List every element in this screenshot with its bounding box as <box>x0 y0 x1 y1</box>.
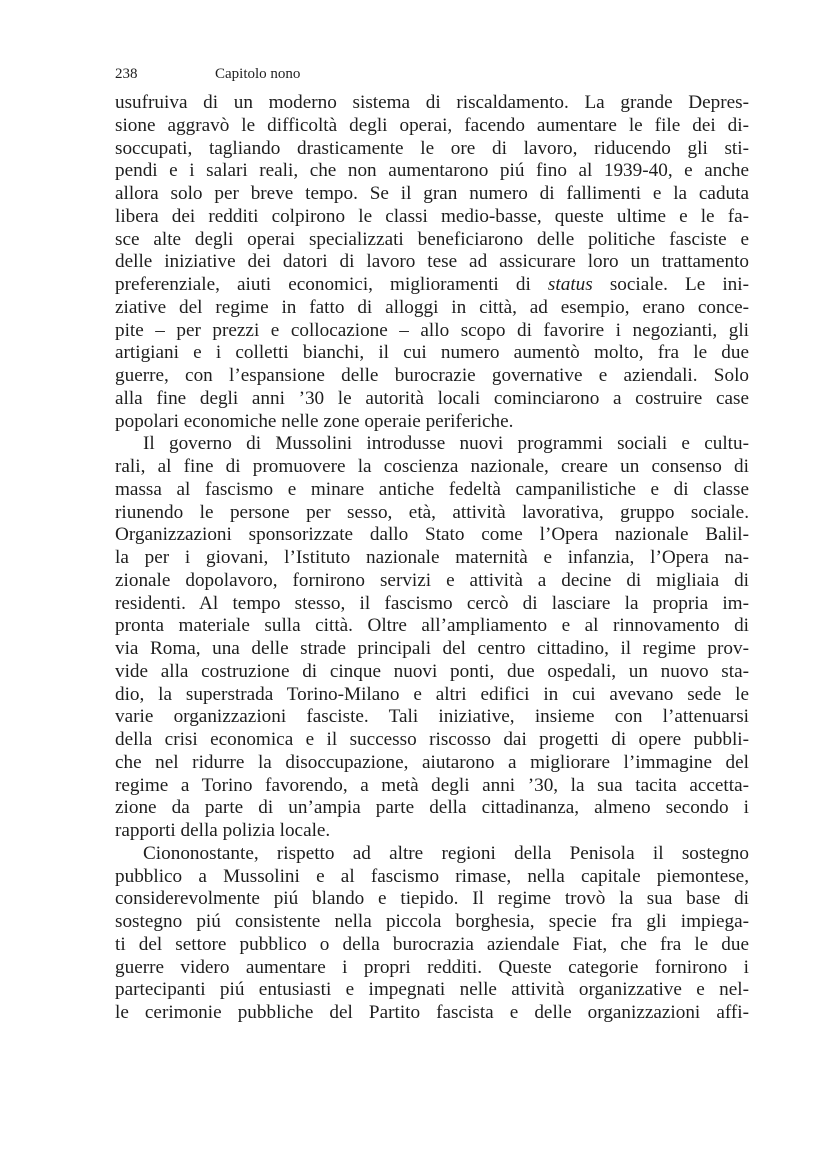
text-line: ti del settore pubblico o della burocrazia aziendale Fiat, che fra le due <box>115 933 749 955</box>
text-line: zione da parte di un’ampia parte della cittadinanza, almeno secondo i <box>115 797 749 819</box>
text-line: artigiani e i colletti bianchi, il cui numero aumentò molto, fra le due <box>115 342 749 364</box>
text-line: Il governo di Mussolini introdusse nuovi programmi sociali e cultu- <box>143 433 749 455</box>
text-line: che nel ridurre la disoccupazione, aiutarono a migliorare l’immagine del <box>115 751 749 773</box>
text-line: partecipanti piú entusiasti e impegnati nelle attività organizzative e nel- <box>115 979 749 1001</box>
text-line: zionale dopolavoro, fornirono servizi e attività a decine di migliaia di <box>115 569 749 591</box>
text-line: pendi e i salari reali, che non aumentarono piú fino al 1939-40, e anche <box>115 160 749 182</box>
text-line: via Roma, una delle strade principali del centro cittadino, il regime prov- <box>115 638 749 659</box>
text-line <box>115 274 749 297</box>
page-number: 238 <box>115 66 138 82</box>
text-line: soccupati, tagliando drasticamente le ore di lavoro, riducendo gli sti- <box>115 137 749 159</box>
text-line: guerre videro aumentare i propri redditi. Queste categorie fornirono i <box>115 956 749 978</box>
text-line: sostegno piú consistente nella piccola borghesia, specie fra gli impiega- <box>115 911 749 932</box>
text-line: pite – per prezzi e collocazione – allo scopo di favorire i negozianti, gli <box>115 319 749 341</box>
text-line: delle iniziative dei datori di lavoro tese ad assicurare loro un trattamento <box>115 251 749 273</box>
paragraph-1 <box>115 92 749 433</box>
paragraph-3 <box>115 843 749 1025</box>
book-page <box>115 64 749 1025</box>
text-line: ziative del regime in fatto di alloggi in città, ad esempio, erano conce- <box>115 296 749 318</box>
text-line: rali, al fine di promuovere la coscienza nazionale, creare un consenso di <box>115 456 749 477</box>
text-line: sione aggravò le difficoltà degli operai, facendo aumentare le file dei di- <box>115 114 749 136</box>
text-line: usufruiva di un moderno sistema di riscaldamento. La grande Depres- <box>115 92 749 113</box>
text-line: della crisi economica e il successo riscosso dai progetti di opere pubbli- <box>115 729 749 750</box>
italic-term: status <box>547 274 593 295</box>
text-line: considerevolmente piú blando e tiepido. Il regime trovò la sua base di <box>115 888 749 910</box>
text-line: rapporti della polizia locale. <box>115 820 331 841</box>
text-line: popolari economiche nelle zone operaie periferiche. <box>115 410 514 432</box>
text-line: libera dei redditi colpirono le classi medio-basse, queste ultime e le fa- <box>115 205 749 227</box>
text-segment: sociale. Le ini- <box>592 274 749 295</box>
text-line: residenti. Al tempo stesso, il fascismo cercò di lasciare la propria im- <box>115 592 749 614</box>
text-line: guerre, con l’espansione delle burocrazie governative e aziendali. Solo <box>115 365 749 386</box>
text-line: pronta materiale sulla città. Oltre all’ampliamento e al rinnovamento di <box>115 615 749 637</box>
text-line: la per i giovani, l’Istituto nazionale maternità e infanzia, l’Opera na- <box>115 547 749 568</box>
body-text <box>115 92 749 1025</box>
text-line: Organizzazioni sponsorizzate dallo Stato come l’Opera nazionale Balil- <box>115 524 749 546</box>
text-line: riunendo le persone per sesso, età, attività lavorativa, gruppo sociale. <box>115 501 749 523</box>
text-line: varie organizzazioni fasciste. Tali iniziative, insieme con l’attenuarsi <box>115 706 749 728</box>
text-line: alla fine degli anni ’30 le autorità locali cominciarono a costruire case <box>115 387 749 409</box>
text-line: pubblico a Mussolini e al fascismo rimase, nella capitale piemontese, <box>115 865 749 887</box>
text-line: Ciononostante, rispetto ad altre regioni della Penisola il sostegno <box>143 842 749 864</box>
text-line: le cerimonie pubbliche del Partito fascista e delle organizzazioni affi- <box>115 1002 749 1023</box>
text-line: sce alte degli operai specializzati beneficiarono delle politiche fasciste e <box>115 228 749 250</box>
chapter-title: Capitolo nono <box>215 66 301 82</box>
text-line: vide alla costruzione di cinque nuovi ponti, due ospedali, un nuovo sta- <box>115 660 749 682</box>
text-segment: preferenziale, aiuti economici, miglioramenti di <box>115 274 548 295</box>
running-head <box>115 64 749 84</box>
text-line: allora solo per breve tempo. Se il gran numero di fallimenti e la caduta <box>115 183 749 204</box>
paragraph-2 <box>115 433 749 843</box>
text-line: regime a Torino favorendo, a metà degli anni ’30, la sua tacita accetta- <box>115 774 749 796</box>
text-line: massa al fascismo e minare antiche fedeltà campanilistiche e di classe <box>115 478 749 500</box>
text-line: dio, la superstrada Torino-Milano e altri edifici in cui avevano sede le <box>115 683 749 705</box>
